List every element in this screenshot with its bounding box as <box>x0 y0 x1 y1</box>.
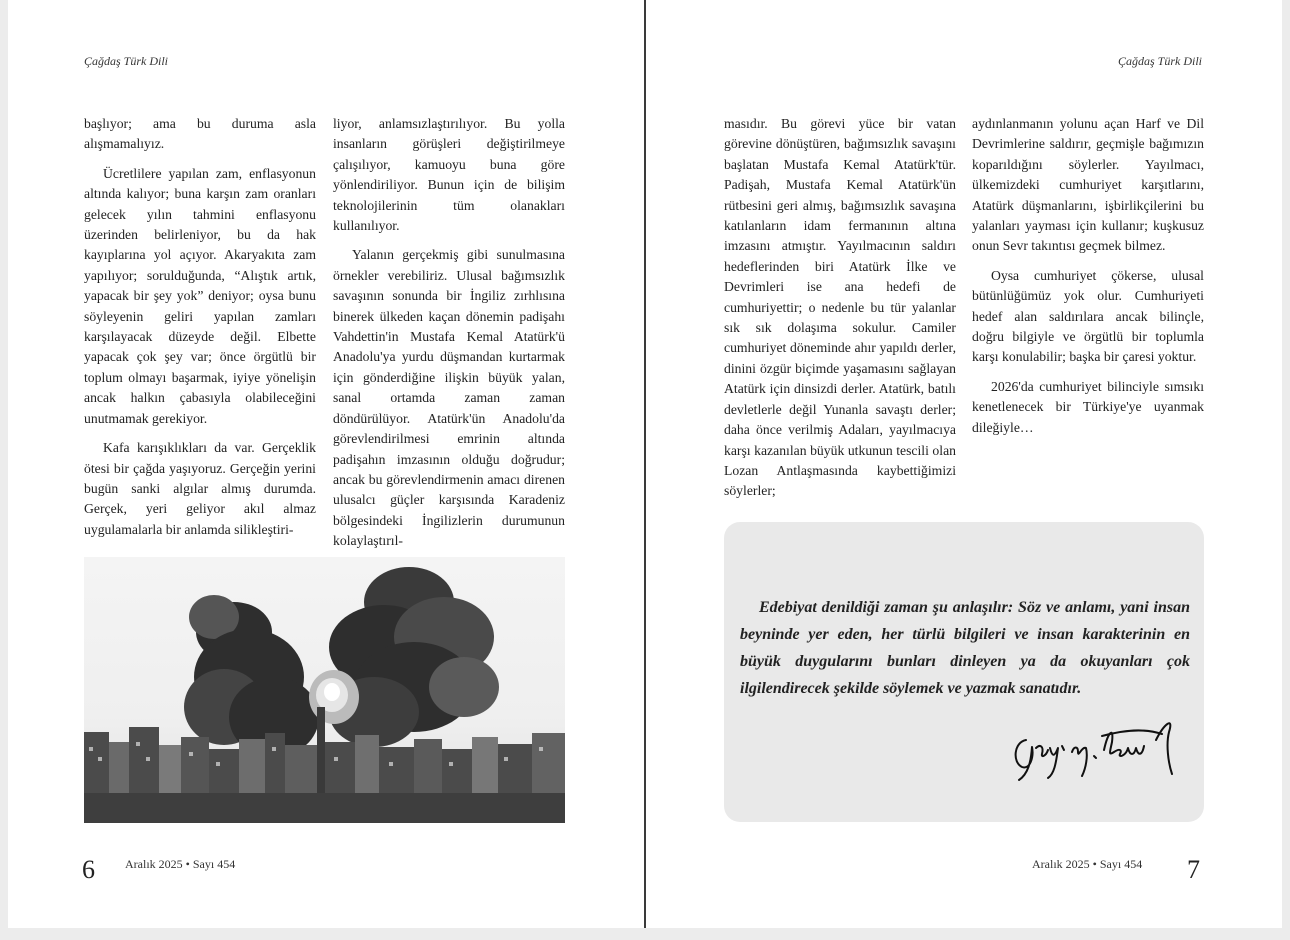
explosion-photo <box>84 557 565 823</box>
text-column-2 <box>972 114 1204 447</box>
quote-box <box>724 522 1204 822</box>
paragraph: Ücretlilere yapılan zam, enflasyonun altında kalıyor; buna karşın zam oranları gelecek yılın tahmini enflasyonu üzerinden belirleniyor, bu da hak kayıplarına yol açıyor. Akaryakıta zam yapılıyor; sorulduğunda, “Alıştık artık, yapacak bir şey yok” deniyor; oysa bunu söyleyenin geliri yapılan zamları karşılayacak düzeyde değil. Elbette yapacak çok şey var; önce örgütlü bir toplum olmayı başarmak, iyiye yönelişin ancak halkın çabasıyla olabileceğini unutmamak gerekiyor. <box>84 165 316 426</box>
paragraph: Oysa cumhuriyet çökerse, ulusal bütünlüğümüz yok olur. Cumhuriyeti hedef alan saldırılara ancak bilinçle, doğru bilgiyle ve örgütlü bir toplumla karşı konulabilir; başka bir çaresi yoktur. <box>972 267 1204 365</box>
signature <box>1004 712 1184 797</box>
running-head: Çağdaş Türk Dili <box>1117 54 1202 68</box>
smoke-and-city-illustration <box>84 557 565 823</box>
issue-info: Aralık 2025 • Sayı 454 <box>125 857 236 871</box>
text-column-1 <box>84 114 316 549</box>
paragraph: Kafa karışıklıkları da var. Gerçeklik ötesi bir çağda yaşıyoruz. Gerçeğin yerini bugün sanki algılar almış durumda. Gerçek, yeri geliyor akıl almaz uygulamalarla bir anlamda silikleştiri- <box>84 440 316 537</box>
text-column-1 <box>724 114 956 511</box>
issue-info: Aralık 2025 • Sayı 454 <box>1032 857 1143 871</box>
paragraph: Yalanın gerçekmiş gibi sunulmasına örnekler verebiliriz. Ulusal bağımsızlık savaşının sonunda bir İngiliz zırhlısına binerek ülkeden kaçan dönemin padişahı Vahdettin'in Mustafa Kemal Atatürk'ü Anadolu'ya yurdu düşmandan kurtarmak için gönderdiğine ilişkin büyük yalan, sanal ortamda zaman zaman döndürülüyor. Atatürk'ün Anadolu'da görevlendirilmesi emrinin altında padişahın imzasının olduğu doğrudur; ancak bu görevlendirmenin amacı direnen ulusalcı güçler karşısında Karadeniz bölgesindeki İngilizlerin durumunun kolaylaştırıl- <box>333 247 565 549</box>
page-number: 6 <box>82 855 95 884</box>
paragraph: aydınlanmanın yolunu açan Harf ve Dil Devrimlerine saldırır, geçmişle bağımızın koparıldığını söylerler. Yayılmacı, ülkemizdeki cumhuriyet karşıtlarını, Atatürk düşmanlarını, işbirlikçilerini bu yalanları yayması için kullanır; kuşkusuz onun Sevr takıntısı geçmek bilmez. <box>972 116 1204 254</box>
paragraph: 2026'da cumhuriyet bilinciyle sımsıkı kenetlenecek bir Türkiye'ye uyanmak dileğiyle… <box>972 378 1204 435</box>
paragraph: başlıyor; ama bu duruma asla alışmamalıyız. <box>84 116 316 152</box>
right-page <box>646 0 1282 928</box>
left-page <box>8 0 644 928</box>
signature-image <box>1004 712 1184 792</box>
paragraph: liyor, anlamsızlaştırılıyor. Bu yolla insanların görüşleri değiştirilmeye çalışılıyor, kamuoyu buna göre yönlendiriliyor. Bunun için de bilişim teknolojilerinin tüm olanakları kullanılıyor. <box>333 116 565 234</box>
text-column-2 <box>333 114 565 561</box>
running-head: Çağdaş Türk Dili <box>84 54 169 68</box>
paragraph: masıdır. Bu görevi yüce bir vatan görevine dönüştüren, bağımsızlık savaşını başlatan Mustafa Kemal Atatürk'tür. Padişah, Mustafa Kemal Atatürk'ün rütbesini geri almış, bağımsızlık savaşına katılanların idam fermanının altına imzasını atmıştır. Yayılmacının saldırı hedeflerinden biri Atatürk İlke ve Devrimleri ise ana hedefi de cumhuriyettir; o nedenle bu tür yalanlar sık sık dolaşıma sokulur. Camiler cumhuriyet döneminde ahır yapıldı derler, dinini özgür biçimde yaşamasını sağlayan Atatürk için dinsizdi derler. Atatürk, batılı devletlerle değil Yunanla savaştı derler; daha önce verilmiş Adaları, yayılmacıya karşı kazanılan büyük utkunun tescili olan Lozan Antlaşmasında kaybettiğimizi söylerler; <box>724 116 956 499</box>
page-number: 7 <box>1187 855 1200 884</box>
quote-text: Edebiyat denildiği zaman şu anlaşılır: Söz ve anlamı, yani insan beyninde yer eden, her türlü bilgileri ve insan karakterinin en büyük duygularını bunları dinleyen ya da okuyanları çok ilgilendirecek şekilde söylemek ve yazmak sanatıdır. <box>740 599 1190 697</box>
